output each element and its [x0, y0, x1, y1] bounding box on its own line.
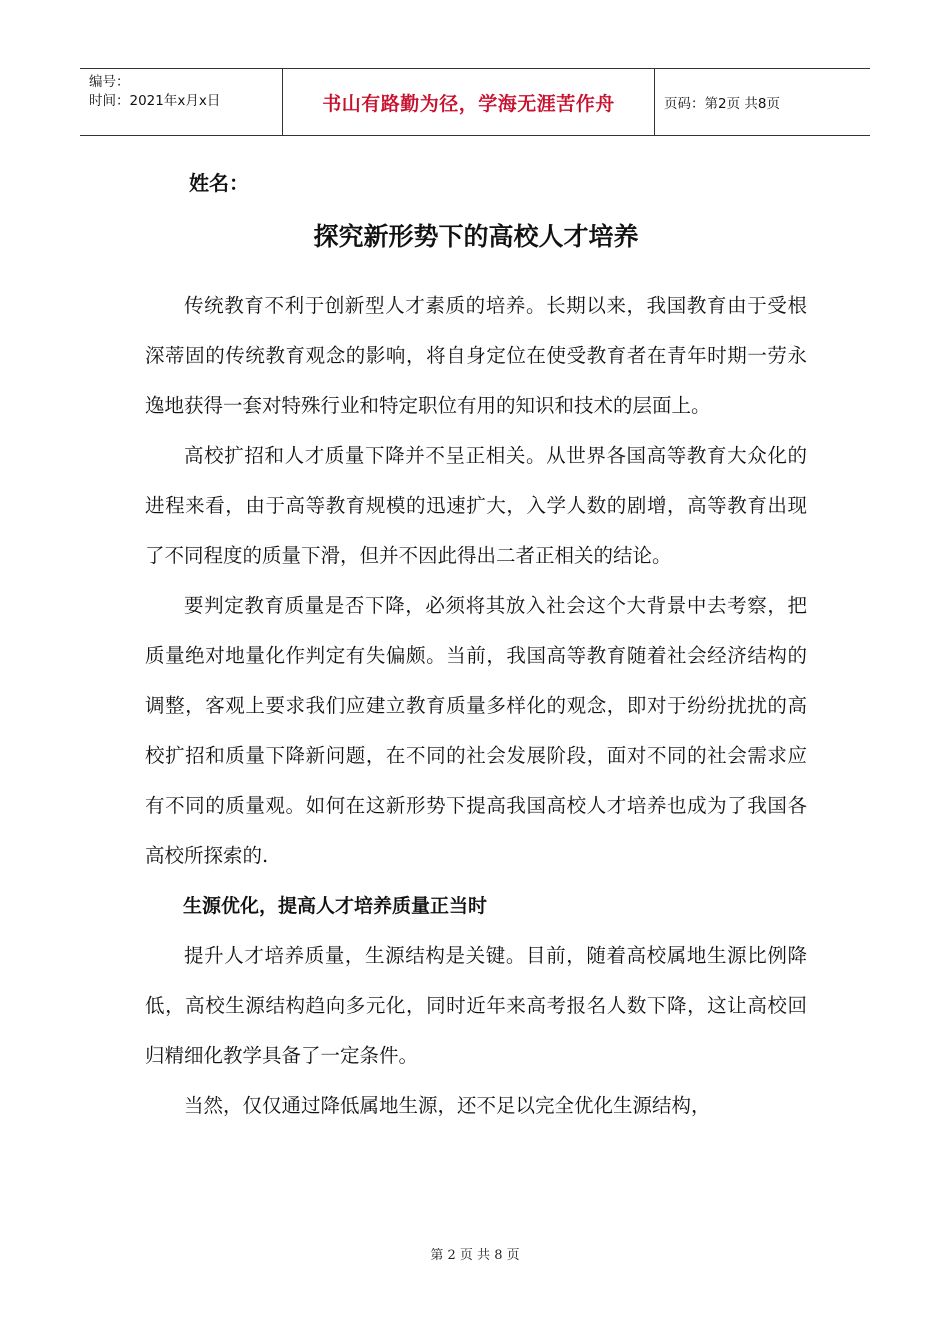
paragraph: 传统教育不利于创新型人才素质的培养。长期以来，我国教育由于受根深蒂固的传统教育观念的影响，将自身定位在使受教育者在青年时期一劳永逸地获得一套对特殊行业和特定职位有用的知识和技术的层面上。 [145, 294, 807, 417]
header-page-info: 页码：第2页 共8页 [664, 96, 780, 112]
paragraph: 要判定教育质量是否下降，必须将其放入社会这个大背景中去考察，把质量绝对地量化作判定有失偏颇。当前，我国高等教育随着社会经济结构的调整，客观上要求我们应建立教育质量多样化的观念，即对于纷纷扰扰的高校扩招和质量下降新问题，在不同的社会发展阶段，面对不同的社会需求应有不同的质量观。如何在这新形势下提高我国高校人才培养也成为了我国各高校所探索的. [145, 594, 807, 867]
document-body [145, 165, 807, 1131]
header-motto: 书山有路勤为径，学海无涯苦作舟 [282, 69, 655, 135]
document-title: 探究新形势下的高校人才培养 [313, 222, 639, 251]
page-footer: 第 2 页 共 8 页 [430, 1248, 520, 1263]
paragraph: 当然，仅仅通过降低属地生源，还不足以完全优化生源结构， [184, 1094, 711, 1117]
header-meta [80, 69, 282, 135]
paragraph: 高校扩招和人才质量下降并不呈正相关。从世界各国高等教育大众化的进程来看，由于高等教育规模的迅速扩大，入学人数的剧增，高等教育出现了不同程度的质量下滑，但并不因此得出二者正相关的结论。 [145, 444, 807, 567]
paragraph: 提升人才培养质量，生源结构是关键。目前，随着高校属地生源比例降低，高校生源结构趋向多元化，同时近年来高考报名人数下降，这让高校回归精细化教学具备了一定条件。 [145, 944, 807, 1067]
page-header [80, 68, 870, 136]
code-label: 编号： [89, 74, 130, 90]
name-label: 姓名： [189, 171, 249, 195]
section-heading: 生源优化，提高人才培养质量正当时 [183, 895, 488, 917]
time-label: 时间：2021年x月x日 [89, 93, 221, 109]
